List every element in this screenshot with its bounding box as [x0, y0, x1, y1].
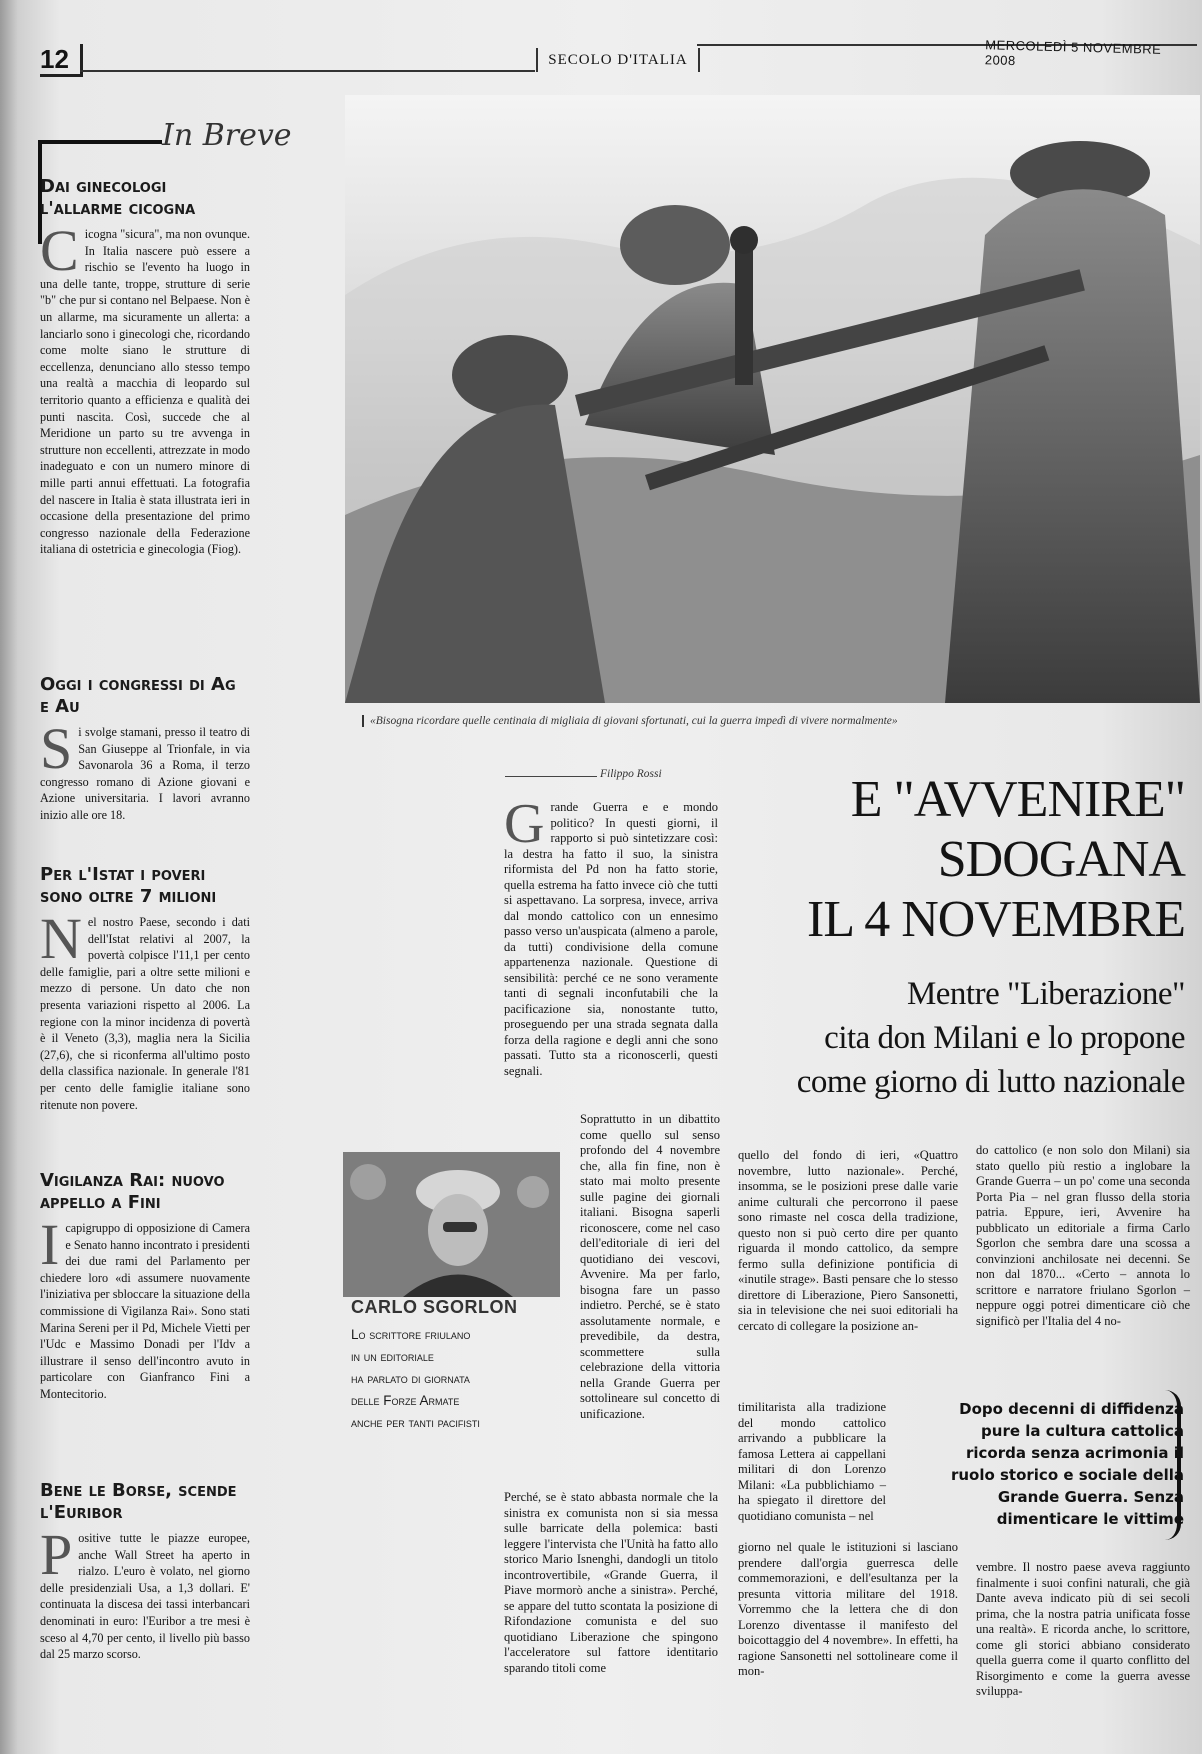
article-subhead: Mentre "Liberazione" cita don Milani e lo propone come giorno di lutto nazionale — [796, 976, 1185, 1100]
article-column-1: G rande Guerra e e mondo politico? In questi giorni, il rapporto si può sintetizzare così: la destra ha fatto il suo, la sinistra riformista del Pd non ha fatto storie, quella estrema ha fatto invece ciò che tutti si aspettavano. La sorpresa, invece, arriva dal mondo cattolico con un ennesimo passo verso un'auspicata (almeno a parole, da tutti) condivisione della comune appartenenza nazionale. Questione di sensibilità: perché ce ne sono veramente tanti di segnali inconfutabili che la pacificazione sia, nonostante tutto, proseguendo per una strada segnata dalla forza della ragione e degli anni che sono passati. Tutto sta a riconoscerli, questi segnali. — [504, 793, 718, 1078]
brevi-text: C icogna "sicura", ma non ovunque. In Italia nascere può essere a rischio se l'evento ha luogo in una delle tante, troppe, strutture di serie "b" che pur si contano nel Belpaese. Non è un allarme, ma sicuramente un allerta: a lanciarlo sono i ginecologi che, ricordando come molte siano le strutture di eccellenza, denunciano allo stesso tempo una realtà a macchia di leopardo sul territorio quanto a efficienza e qualità dei punti nascita. Così, succede che al Meridione un parto su tre avvenga in strutture non eccellenti, attrezzate in modo inadeguato e con un numero minore di mille parti annui effettuati. La fotografia del nascere in Italia è stata illustrata ieri in occasione della presentazione del primo congresso nazionale della Federazione italiana di ostetricia e ginecologia (Fiog). — [40, 218, 250, 557]
masthead: SECOLO D'ITALIA — [536, 48, 700, 72]
brevi-headline: Dai ginecologi l'allarme cicogna — [40, 176, 196, 219]
brevi-headline: Bene le Borse, scende l'Euribor — [40, 1480, 237, 1523]
dropcap: S — [40, 716, 73, 781]
article-column-2: quello del fondo di ieri, «Quattro novembre, lutto nazionale». Perché, insomma, se le posizioni prese dalle varie anime culturali che percorrono il paese sono rimaste nel cosca della tradizione, questo non si può certo dire per quanto riguarda il mondo cattolico, da sempre fermo sulla definizione pontificia di «inutile strage». Basti pensare che lo stesso direttore di Liberazione, Piero Sansonetti, sia in televisione che nei suoi editoriali ha cercato di collegare la posizione an- — [738, 1148, 958, 1333]
pull-quote: Dopo decenni di diffidenza pure la cultura cattolica ricorda senza acrimonia il ruolo storico e sociale della Grande Guerra. Senza dimenticare le vittime — [950, 1400, 1184, 1528]
dropcap: I — [40, 1212, 60, 1277]
brevi-item — [40, 1170, 250, 1480]
article-column-1b: Soprattutto in un dibattito come quello sul senso profondo del 4 novembre che, alla fin fine, non è stato mai molto presente sulle pagine dei giornali italiani. Bisogna saperli riconoscere, come nel caso dell'editoriale di ieri del quotidiano dei vescovi, Avvenire. Ma per farlo, bisogna fare un passo indietro. Perché, se è stato assolutamente normale, e prevedibile, da destra, scommettere sulla celebrazione della vittoria nella Grande Guerra per sottolineare sul concetto di unificazione. — [580, 1112, 720, 1421]
issue-date: MERCOLEDÌ 5 NOVEMBRE 2008 — [984, 37, 1162, 69]
brevi-headline: Oggi i congressi di Ag e Au — [40, 674, 236, 717]
brevi-item — [40, 176, 250, 662]
brevi-text: I capigruppo di opposizione di Camera e Senato hanno incontrato i presidenti dei due rami del Parlamento per chiedere loro «di assumere nuovamente l'iniziativa per sbloccare la situazione della commissione di Vigilanza Rai». Sono stati Marina Sereni per il Pd, Michele Vietti per l'Udc e Massimo Donadi per l'Idv a illustrare il senso dell'incontro avuto in particolare con Gianfranco Fini a Montecitorio. — [40, 1212, 250, 1401]
dropcap: G — [504, 793, 545, 855]
article-column-2b: timilitarista alla tradizione del mondo cattolico arrivando a pubblicare la famosa Lettera ai cappellani militari di don Lorenzo Milani: «La pubblichiamo – ha spiegato il direttore del quotidiano comunista – nel — [738, 1400, 886, 1523]
pull-quote-bracket — [1165, 1390, 1181, 1540]
brevi-text: P ositive tutte le piazze europee, anche Wall Street ha aperto in rialzo. L'euro è volato, nel giorno delle presidenziali Usa, a 1,3 dollari. E' continuata la discesa dei tassi interbancari denominati in euro: l'Euribor a tre mesi è sceso al 4,70 per cento, il livello più basso dal 25 marzo scorso. — [40, 1522, 250, 1662]
brevi-text: N el nostro Paese, secondo i dati dell'Istat relativi al 2007, la povertà colpisce l'11,1 per cento delle famiglie, pari a oltre sette milioni e mezzo di persone. Un dato che non presenta variazioni rispetto al 2006. La regione con la minor incidenza di povertà è il Veneto (3,3), maglia nera la Sicilia (27,6), che si riconferma all'ultimo posto della classifica nazionale. In generale l'81 per cento delle famiglie italiane sono ritenute non povere. — [40, 906, 250, 1112]
war-photo — [345, 95, 1200, 703]
portrait-illustration — [343, 1152, 560, 1297]
header-rule-left — [80, 70, 535, 72]
article-column-1c: Perché, se è stato abbasta normale che la sinistra ex comunista non si sia messa sulle barricate della polemica: basti leggere l'intervista che l'Unità ha fatto allo storico Mario Isnenghi, dandogli un titolo incontrovertibile, «Grande Guerra, il Piave mormorò anche a sinistra». Perché, se appare del tutto scontata la posizione di Rifondazione comunista e del suo quotidiano Liberazione che spingono l'acceleratore sul fattore identitario sparando titoli come — [504, 1490, 718, 1675]
brevi-headline: Vigilanza Rai: nuovo appello a Fini — [40, 1170, 225, 1213]
brevi-label: In Breve — [162, 118, 292, 153]
page-number: 12 — [40, 44, 83, 77]
dropcap: C — [40, 218, 79, 283]
sgorlon-portrait — [343, 1152, 560, 1297]
brevi-headline: Per l'Istat i poveri sono oltre 7 milioni — [40, 864, 217, 907]
brevi-text: S i svolge stamani, presso il teatro di San Giuseppe al Trionfale, in via Savonarola 36 a Roma, il terzo congresso romano di Azione giovani e Azione universitaria. I lavori avranno inizio alle ore 18. — [40, 716, 250, 822]
brevi-column — [40, 176, 250, 1663]
article-headline: E "AVVENIRE" SDOGANA IL 4 NOVEMBRE — [807, 771, 1185, 948]
dropcap: N — [40, 906, 82, 971]
brevi-item — [40, 1480, 250, 1663]
byline-rule — [505, 776, 597, 777]
photo-caption: «Bisogna ricordare quelle centinaia di migliaia di giovani sfortunati, cui la guerra impedì di vivere normalmente» — [362, 715, 1200, 727]
article-column-2c: giorno nel quale le istituzioni si lasciano prendere dall'orgia guerresca delle commemorazioni, e dell'esultanza per la presunta vittoria militare del 1918. Vorremmo che la lettera che di don Lorenzo diventasse il manifesto del boicottaggio del 4 novembre». In effetti, ha ragione Sansonetti nel sottolineare come il mon- — [738, 1540, 958, 1678]
byline: Filippo Rossi — [600, 768, 662, 780]
brevi-item — [40, 674, 250, 864]
soldiers-illustration — [345, 95, 1200, 703]
dropcap: P — [40, 1522, 73, 1587]
brevi-rule — [52, 140, 162, 144]
brevi-item — [40, 864, 250, 1170]
article-column-3b: vembre. Il nostro paese aveva raggiunto finalmente i suoi confini naturali, che già Dante aveva indicato più di sei secoli prima, che la nostra patria unificata fosse una realtà». E ricorda anche, lo scrittore, come gli storici abbiano considerato quella guerra come il quarto conflitto del Risorgimento e come la guerra avesse sviluppa- — [976, 1560, 1190, 1698]
portrait-caption: Lo scrittore friulano in un editoriale ha parlato di giornata delle Forze Armate anche per tanti pacifisti — [351, 1327, 480, 1430]
article-column-3: do cattolico (e non solo don Milani) sia stato quello più restio a inglobare la Grande Guerra – un po' come una seconda Porta Pia – nel gran flusso della storia patria. Eppure, ieri, Avvenire ha pubblicato un editoriale a firma Carlo Sgorlon che sembra dare una scossa a convinzioni anchilosate nei decenni. Se non dal 1870... «Certo – annota lo scrittore e narratore friulano Sgorlon – neppure oggi potrei dimenticare ciò che significò per l'Italia del 4 no- — [976, 1143, 1190, 1328]
portrait-name: CARLO SGORLON — [351, 1297, 518, 1317]
portrait-caption-box — [343, 1297, 560, 1430]
